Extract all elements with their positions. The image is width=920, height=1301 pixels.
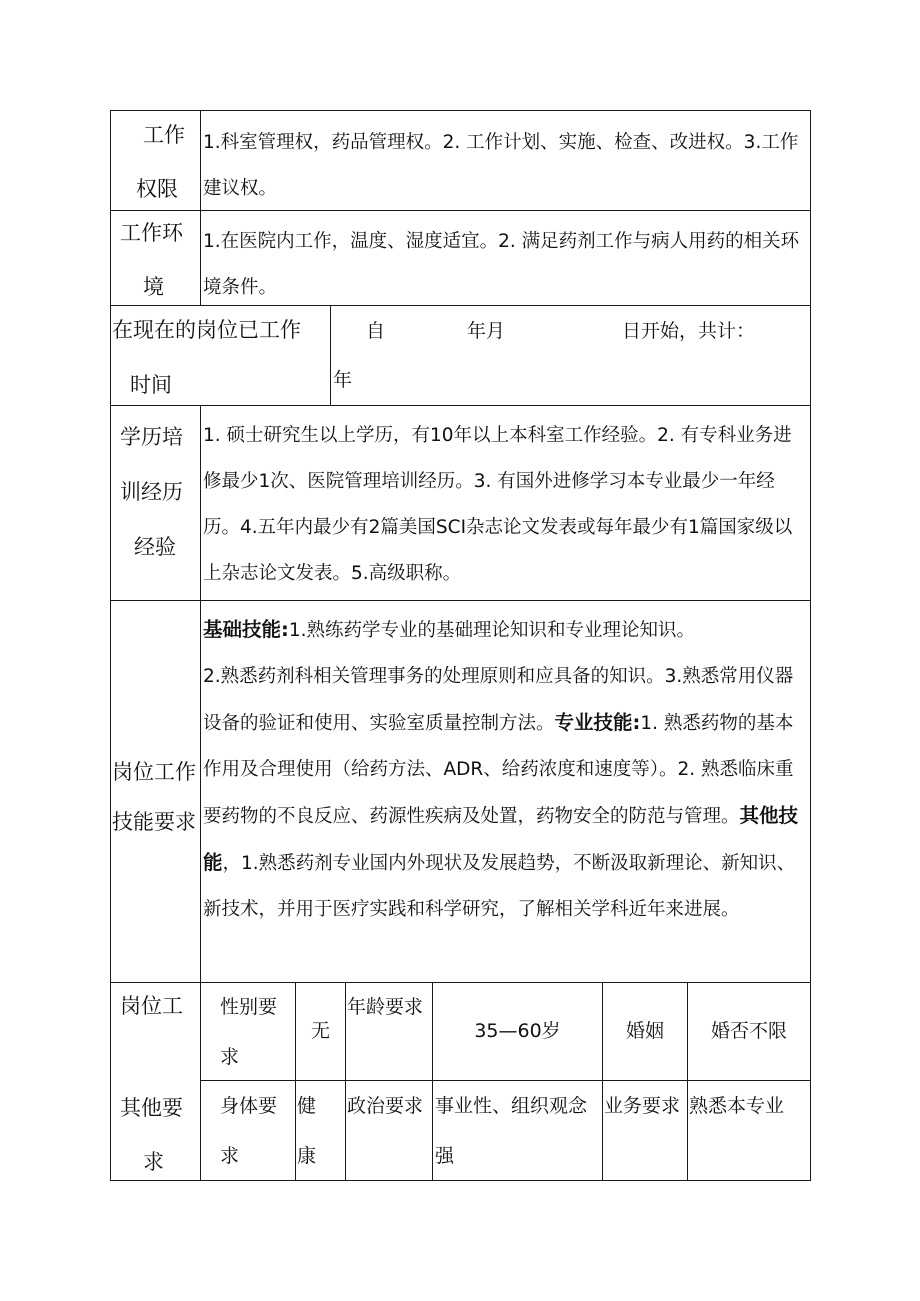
business-value: 熟悉本专业: [689, 1095, 785, 1117]
skills-text: [203, 607, 807, 933]
tenure-start-total: 日开始，共计：: [622, 320, 756, 342]
gender-value: 无: [310, 1020, 330, 1042]
authority-label-line1: 工作: [143, 123, 185, 147]
rule-3: [110, 405, 811, 406]
rule-5: [110, 982, 811, 983]
education-label-line2: 训经历: [120, 480, 183, 504]
environment-label-line1: 工作环: [120, 221, 183, 245]
basic-skills-title: 基础技能:: [203, 618, 289, 641]
rule-label-b: [200, 405, 201, 1181]
education-label-line3: 经验: [134, 535, 176, 559]
rule-label-a: [200, 110, 201, 305]
tenure-year: 年: [333, 369, 353, 391]
basic-skills-rest: 2.熟悉药剂科相关管理事务的处理原则和应具备的知识。3.熟悉常用仪器设备的验证和使用、实验室质量控制方法。: [203, 666, 794, 734]
marriage-value: 婚否不限: [710, 1020, 787, 1042]
tenure-label-line1: 在现在的岗位已工作: [112, 318, 301, 342]
skills-label-line2: 技能要求: [112, 810, 196, 834]
business-label: 业务要求: [604, 1095, 681, 1117]
skills-label-line1: 岗位工作: [112, 760, 196, 784]
environment-label-line2: 境: [143, 275, 164, 299]
age-value: 35—60岁: [474, 1020, 561, 1042]
other-skills-text: ，1.熟悉药剂专业国内外现状及发展趋势，不断汲取新理论、新知识、新技术，并用于医疗实践和科学研究，了解相关学科近年来进展。: [203, 853, 796, 920]
tenure-label-line2: 时间: [130, 373, 172, 397]
rule-right: [810, 110, 811, 1181]
tenure-year-month: 年月: [467, 320, 506, 342]
other-skills-title: 其他技能: [203, 804, 799, 874]
other-label-top: 岗位工: [120, 994, 183, 1018]
education-text: 1. 硕士研究生以上学历，有10年以上本科室工作经验。2. 有专科业务进修最少1次、医院管理培训经历。3. 有国外进修学习本专业最少一年经历。4.五年内最少有2篇美国SCI杂志论文发表或每年最少有1篇国家级以上杂志论文发表。5.高级职称。: [203, 425, 793, 584]
rule-tenure: [330, 305, 331, 405]
gender-label: 性别要求: [220, 996, 278, 1068]
health-value: 健康: [297, 1095, 317, 1167]
environment-text: 1.在医院内工作，温度、湿度适宜。2. 满足药剂工作与病人用药的相关环境条件。: [203, 231, 800, 298]
rule-left: [110, 110, 111, 1181]
health-label: 身体要求: [220, 1095, 278, 1167]
authority-label-line2: 权限: [136, 177, 178, 201]
authority-text: 1.科室管理权，药品管理权。2. 工作计划、实施、检查、改进权。3.工作建议权。: [203, 132, 799, 199]
pro-skills-text: 1. 熟悉药物的基本作用及合理使用（给药方法、ADR、给药浓度和速度等）。2. 熟悉临床重要药物的不良反应、药源性疾病及处置，药物安全的防范与管理。: [203, 713, 794, 827]
education-label-line1: 学历培: [120, 425, 183, 449]
basic-skills-line1: 1.熟练药学专业的基础理论知识和专业理论知识。: [288, 620, 695, 641]
pro-skills-title: 专业技能:: [554, 711, 641, 734]
tenure-from: 自: [366, 320, 386, 342]
other-label-line1: 其他要: [120, 1096, 183, 1120]
age-label: 年龄要求: [347, 996, 424, 1018]
rule-top: [110, 110, 811, 111]
rule-c3: [345, 982, 346, 1181]
marriage-label: 婚姻: [625, 1020, 664, 1042]
rule-4: [110, 600, 811, 601]
political-label: 政治要求: [347, 1095, 424, 1117]
other-label-line2: 求: [143, 1150, 164, 1174]
political-value: 事业性、组织观念强: [435, 1095, 588, 1167]
